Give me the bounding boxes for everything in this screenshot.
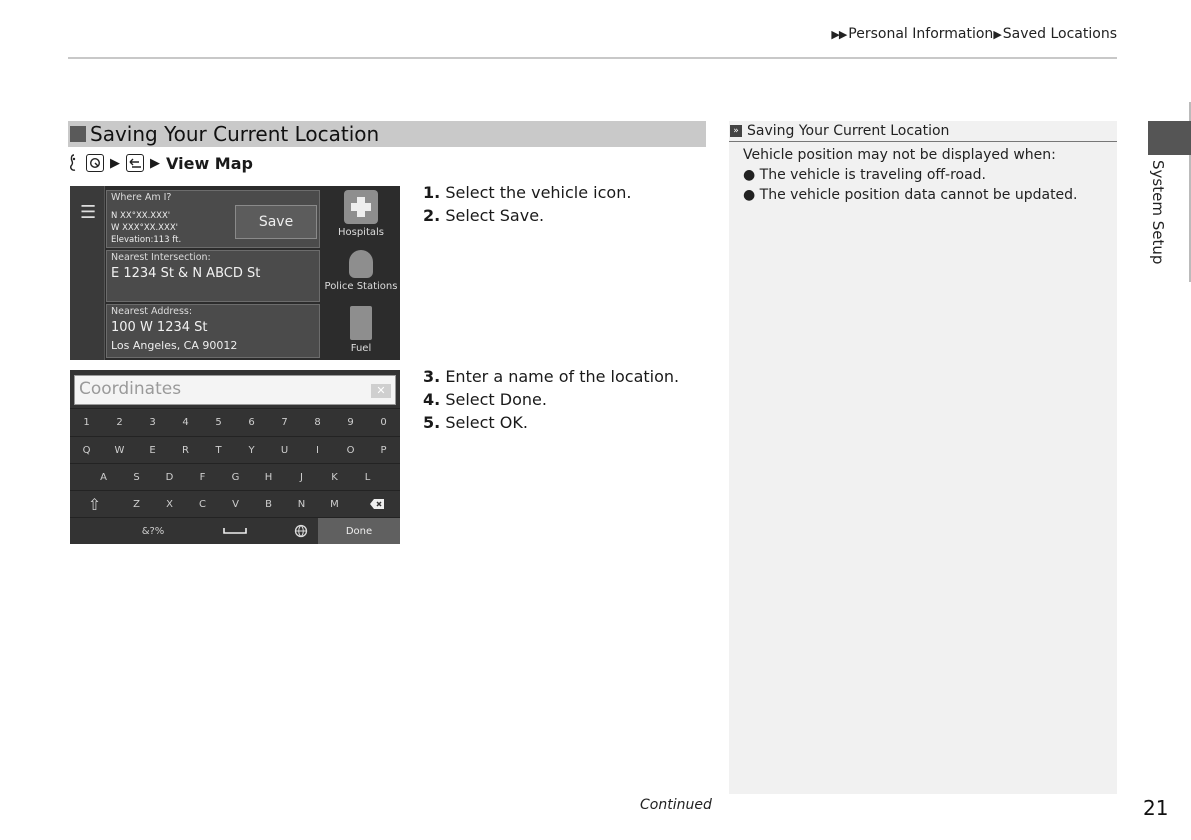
step-5 — [423, 413, 528, 432]
sidebar-bullet: ● The vehicle position data cannot be updated. — [743, 187, 1078, 203]
continued-label: Continued — [640, 797, 712, 813]
note-marker-icon: » — [730, 125, 742, 137]
category-label: Fuel — [350, 343, 372, 354]
key[interactable]: P — [380, 444, 387, 456]
step-text: Select the vehicle icon. — [445, 183, 632, 202]
step-text: Select — [445, 413, 500, 432]
key[interactable]: L — [364, 471, 371, 483]
globe-icon[interactable] — [284, 518, 317, 544]
key[interactable]: 9 — [347, 416, 354, 428]
longitude-text: W XXX°XX.XXX' — [111, 223, 178, 233]
name-input-value: Coordinates — [79, 379, 182, 399]
keyboard-row-bottom — [70, 490, 400, 517]
step-text: Select — [445, 206, 500, 225]
hospital-icon — [344, 190, 378, 224]
address-label: Nearest Address: — [111, 306, 193, 317]
menu-column — [70, 186, 105, 360]
page-number: 21 — [1143, 796, 1169, 820]
category-police-stations[interactable] — [322, 250, 400, 292]
key[interactable]: 7 — [281, 416, 288, 428]
panel-title: Where Am I? — [111, 192, 172, 203]
key[interactable]: K — [331, 471, 338, 483]
key[interactable]: Q — [82, 444, 91, 456]
key[interactable]: B — [265, 498, 272, 510]
latitude-text: N XX°XX.XXX' — [111, 211, 171, 221]
heading-marker-icon — [70, 126, 86, 142]
fuel-pump-icon — [350, 306, 372, 340]
key[interactable]: R — [182, 444, 189, 456]
keyboard-row-middle — [70, 463, 400, 490]
key[interactable]: X — [166, 498, 173, 510]
back-icon — [126, 154, 144, 172]
space-key[interactable] — [200, 518, 270, 544]
nav-path-label: View Map — [166, 153, 253, 173]
keyboard-row-numbers — [70, 408, 400, 435]
step-number: 1. — [423, 183, 441, 202]
step-3 — [423, 367, 679, 386]
key[interactable]: H — [264, 471, 273, 483]
sidebar-bullet: ● The vehicle is traveling off-road. — [743, 167, 987, 183]
key[interactable]: 3 — [149, 416, 156, 428]
voice-icon — [68, 153, 80, 173]
key[interactable]: 0 — [380, 416, 387, 428]
category-label: Hospitals — [337, 227, 384, 238]
keyboard-row-actions — [70, 517, 400, 544]
path-arrow-icon: ▶ — [150, 155, 160, 171]
clear-icon[interactable]: ✕ — [371, 384, 391, 398]
step-text: Enter a name of the location. — [445, 367, 680, 386]
key[interactable]: A — [100, 471, 107, 483]
key[interactable]: E — [149, 444, 156, 456]
breadcrumb-arrow-icon: ▶ — [993, 28, 1001, 41]
step-4 — [423, 390, 547, 409]
step-text-end: . — [539, 206, 545, 225]
key[interactable]: 1 — [83, 416, 90, 428]
sidebar-title: Saving Your Current Location — [747, 123, 950, 139]
sidebar-heading — [729, 121, 1117, 142]
done-key[interactable]: Done — [318, 518, 400, 544]
step-2 — [423, 206, 544, 225]
key[interactable]: O — [346, 444, 355, 456]
backspace-icon[interactable] — [360, 491, 393, 517]
key[interactable]: C — [199, 498, 206, 510]
chapter-tab-marker — [1148, 121, 1191, 155]
key[interactable]: W — [114, 444, 125, 456]
key[interactable]: 4 — [182, 416, 189, 428]
key[interactable]: Z — [133, 498, 140, 510]
step-keyword: OK — [499, 413, 523, 432]
save-button[interactable]: Save — [235, 205, 317, 239]
key[interactable]: 5 — [215, 416, 222, 428]
key[interactable]: Y — [248, 444, 255, 456]
breadcrumb-item: Personal Information — [848, 26, 994, 42]
nav-path — [68, 152, 253, 174]
path-arrow-icon: ▶ — [110, 155, 120, 171]
key[interactable]: U — [280, 444, 289, 456]
where-am-i-screenshot — [70, 186, 400, 360]
key[interactable]: S — [133, 471, 140, 483]
key[interactable]: V — [232, 498, 239, 510]
category-hospitals[interactable] — [322, 190, 400, 238]
key[interactable]: T — [215, 444, 222, 456]
step-number: 2. — [423, 206, 441, 225]
key[interactable]: D — [165, 471, 174, 483]
step-number: 3. — [423, 367, 441, 386]
location-panel — [106, 190, 320, 248]
header-divider — [68, 57, 1117, 59]
key[interactable]: F — [199, 471, 206, 483]
key[interactable]: M — [330, 498, 339, 510]
category-label: Police Stations — [324, 281, 398, 292]
step-keyword: Save — [499, 206, 540, 225]
address-line2: Los Angeles, CA 90012 — [111, 339, 238, 352]
step-text-end: . — [522, 413, 528, 432]
sidebar-bullet-text: The vehicle is traveling off-road. — [759, 167, 987, 183]
key[interactable]: 6 — [248, 416, 255, 428]
category-fuel[interactable] — [322, 306, 400, 354]
intersection-value: E 1234 St & N ABCD St — [111, 266, 261, 281]
name-input[interactable] — [74, 375, 396, 405]
address-line1: 100 W 1234 St — [111, 320, 208, 335]
key[interactable]: J — [300, 471, 303, 483]
section-heading — [68, 121, 706, 147]
step-1 — [423, 183, 631, 202]
breadcrumb — [831, 26, 1117, 42]
keyboard-screenshot — [70, 370, 400, 544]
key[interactable]: 8 — [314, 416, 321, 428]
intersection-panel — [106, 250, 320, 302]
intersection-label: Nearest Intersection: — [111, 252, 211, 263]
step-text-end: . — [541, 390, 547, 409]
menu-icon[interactable]: ☰ — [80, 202, 97, 223]
step-number: 4. — [423, 390, 441, 409]
home-icon — [86, 154, 104, 172]
sidebar-note — [729, 121, 1117, 794]
sidebar-intro: Vehicle position may not be displayed when: — [743, 147, 1056, 163]
sidebar-bullet-text: The vehicle position data cannot be updated. — [759, 187, 1078, 203]
step-text: Select — [445, 390, 500, 409]
step-keyword: Done — [499, 390, 542, 409]
breadcrumb-arrow-icon: ▶▶ — [831, 28, 847, 41]
breadcrumb-item: Saved Locations — [1002, 26, 1117, 42]
address-panel — [106, 304, 320, 358]
key[interactable]: N — [297, 498, 306, 510]
section-title: Saving Your Current Location — [90, 122, 380, 146]
chapter-tab-label: System Setup — [1149, 160, 1167, 265]
key[interactable]: I — [316, 444, 319, 456]
key[interactable]: 2 — [116, 416, 123, 428]
elevation-text: Elevation:113 ft. — [111, 235, 182, 245]
key[interactable]: G — [231, 471, 240, 483]
police-badge-icon — [349, 250, 373, 278]
symbols-key[interactable]: &?% — [141, 525, 165, 537]
shift-icon[interactable]: ⇧ — [87, 494, 102, 514]
step-number: 5. — [423, 413, 441, 432]
keyboard-row-top — [70, 436, 400, 463]
